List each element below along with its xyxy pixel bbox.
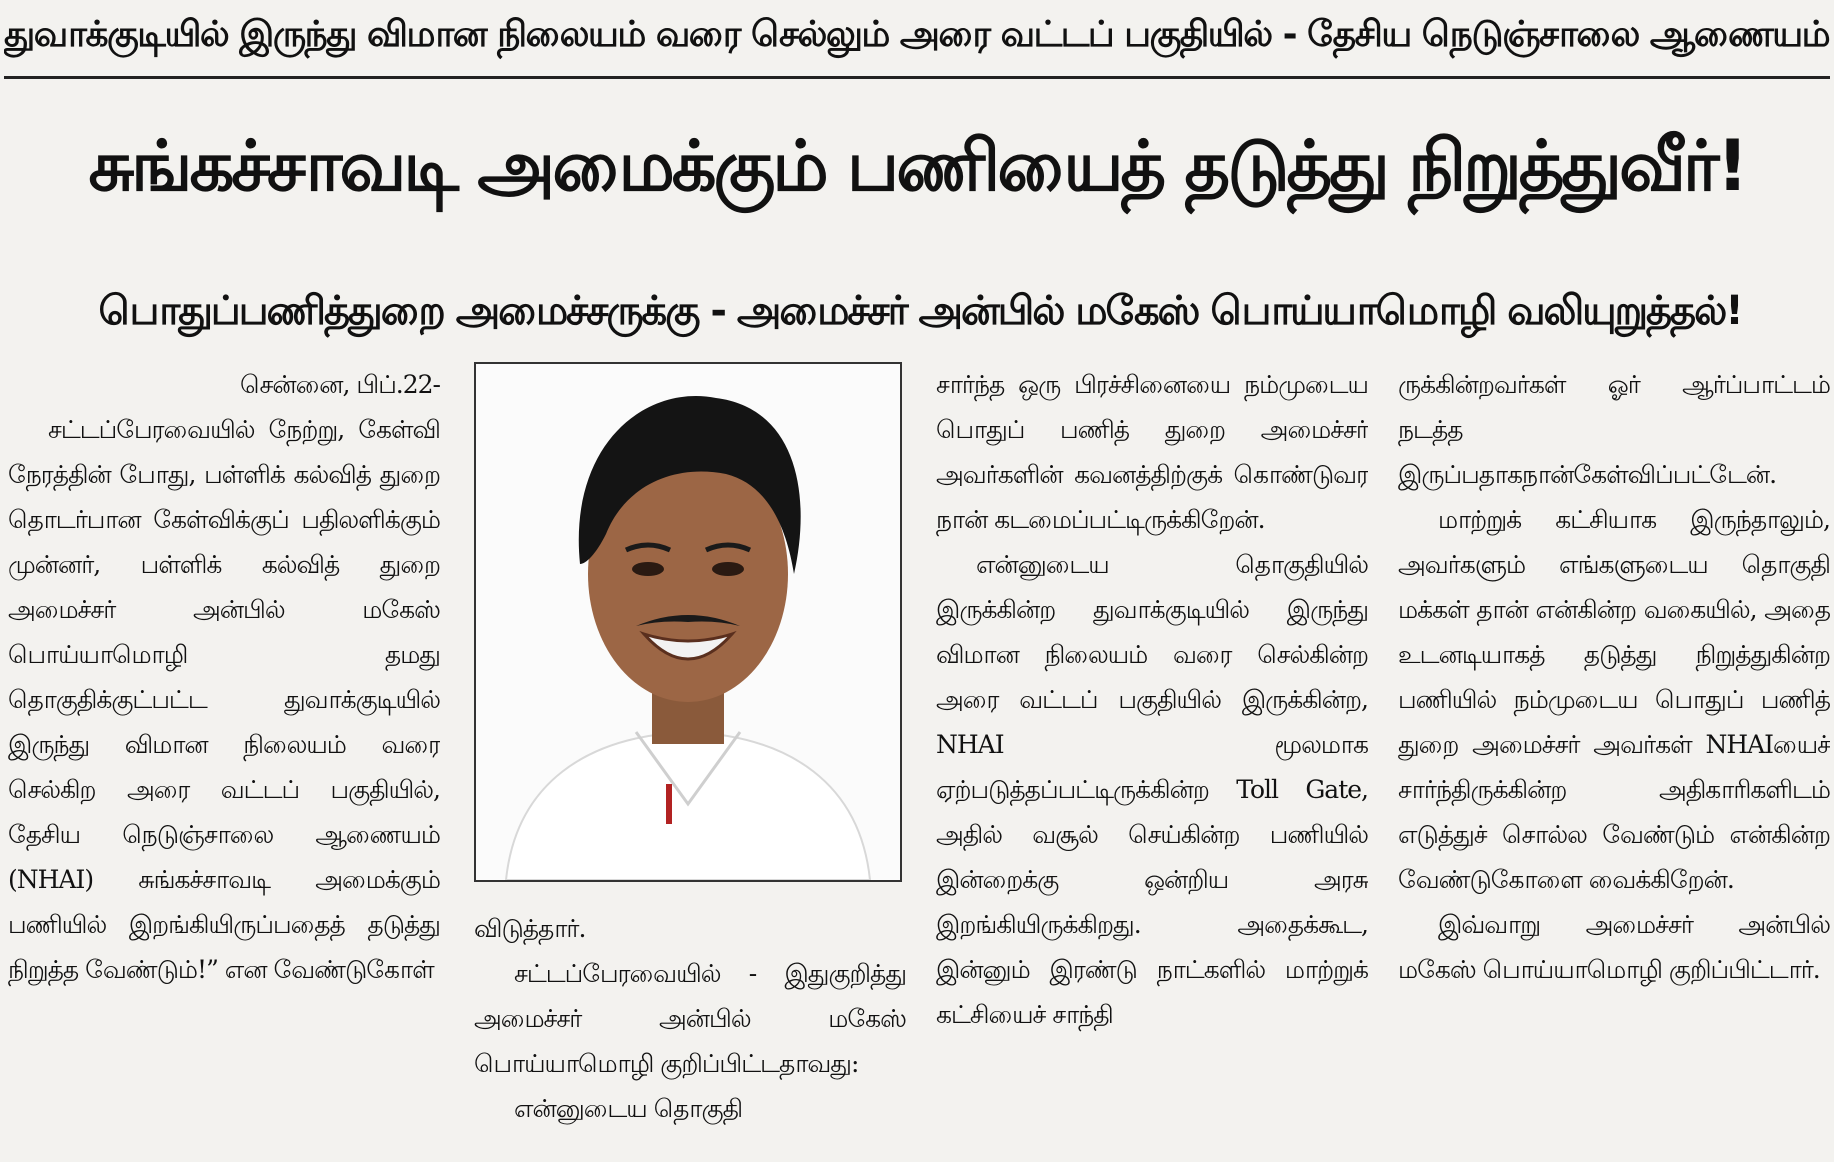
minister-photo (474, 362, 902, 882)
article-paragraph: என்னுடைய தொகுதியில் இருக்கின்ற துவாக்குடியில் இருந்து விமான நிலையம் வரை செல்கின்ற அரை வட்டப் பகுதியில் இருக்கின்ற, NHAI மூலமாக ஏற்படுத்தப்பட்டிருக்கின்ற Toll Gate, அதில் வசூல் செய்கின்ற பணியில் இன்றைக்கு ஒன்றிய அரசு இறங்கியிருக்கிறது. அதைக்கூட, இன்னும் இரண்டு நாட்களில் மாற்றுக் கட்சியைச் சாந்தி (936, 550, 1368, 1029)
article-paragraph: விடுத்தார். (474, 914, 586, 943)
article-paragraph: ருக்கின்றவர்கள் ஓர் ஆர்ப்பாட்டம் நடத்த இருப்பதாகநான்கேள்விப்பட்டேன். (1398, 370, 1830, 489)
article-column-2 (474, 906, 906, 1162)
article-paragraph: சட்டப்பேரவையில் நேற்று, கேள்வி நேரத்தின் போது, பள்ளிக் கல்வித் துறை தொடர்பான கேள்விக்குப் பதிலளிக்கும் முன்னர், பள்ளிக் கல்வித் துறை அமைச்சர் அன்பில் மகேஸ் பொய்யாமொழி தமது தொகுதிக்குட்பட்ட துவாக்குடியில் இருந்து விமான நிலையம் வரை செல்கிற அரை வட்டப் பகுதியில், தேசிய நெடுஞ்சாலை ஆணையம் (NHAI) சுங்கச்சாவடி அமைக்கும் பணியில் இறங்கியிருப்பதைத் தடுத்து நிறுத்த வேண்டும்!” என வேண்டுகோள் (8, 415, 440, 984)
article-paragraph: சார்ந்த ஒரு பிரச்சினையை நம்முடைய பொதுப் பணித் துறை அமைச்சர் அவர்களின் கவனத்திற்குக் கொண்டுவர நான் கடமைப்பட்டிருக்கிறேன். (936, 370, 1368, 534)
dateline: சென்னை, பிப்.22- (240, 370, 440, 399)
article-paragraph: சட்டப்பேரவையில் - இதுகுறித்து அமைச்சர் அன்பில் மகேஸ் பொய்யாமொழி குறிப்பிட்டதாவது: (474, 959, 906, 1078)
article-paragraph: என்னுடைய தொகுதி (514, 1094, 743, 1123)
headline-divider (4, 76, 1830, 79)
sub-headline: பொதுப்பணித்துறை அமைச்சருக்கு - அமைச்சர் அன்பில் மகேஸ் பொய்யாமொழி வலியுறுத்தல்! (98, 288, 1742, 334)
article-paragraph: மாற்றுக் கட்சியாக இருந்தாலும், அவர்களும் எங்களுடைய தொகுதி மக்கள் தான் என்கின்ற வகையில், அதை உடனடியாகத் தடுத்து நிறுத்துகின்ற பணியில் நம்முடைய பொதுப் பணித் துறை அமைச்சர் அவர்கள் NHAIயைச் சார்ந்திருக்கின்ற அதிகாரிகளிடம் எடுத்துச் சொல்ல வேண்டும் என்கின்ற வேண்டுகோளை வைக்கிறேன். (1398, 505, 1830, 894)
main-headline: சுங்கச்சாவடி அமைக்கும் பணியைத் தடுத்து நிறுத்துவீர்! (88, 125, 1746, 207)
kicker-headline: துவாக்குடியில் இருந்து விமான நிலையம் வரை செல்லும் அரை வட்டப் பகுதியில் - தேசிய நெடுஞ்சாலை ஆணையம் (4, 14, 1830, 55)
article-column-1 (8, 362, 440, 1162)
article-column-4 (1398, 362, 1830, 1162)
article-column-3 (936, 362, 1368, 1162)
article-paragraph: இவ்வாறு அமைச்சர் அன்பில் மகேஸ் பொய்யாமொழி குறிப்பிட்டார். (1398, 910, 1830, 984)
